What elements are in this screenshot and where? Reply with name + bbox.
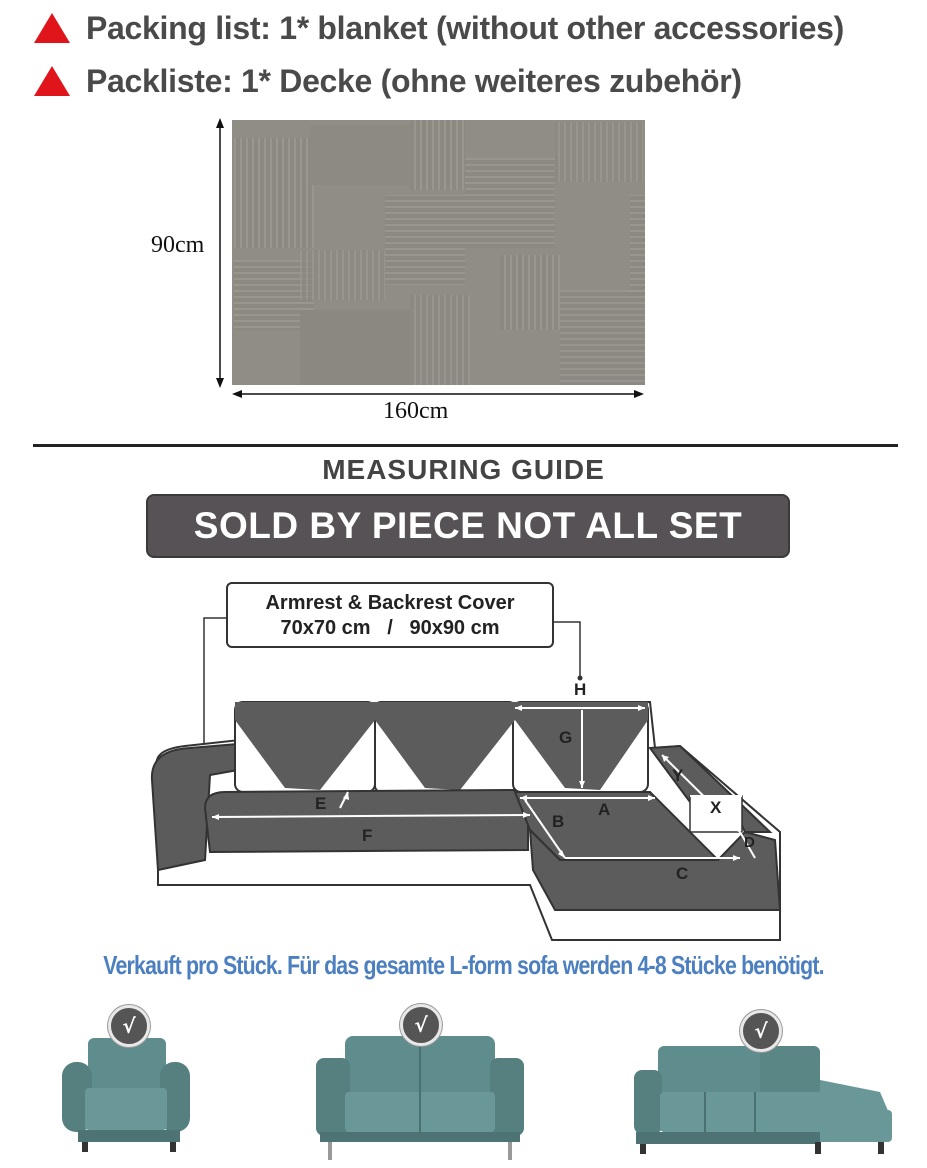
- check-badge-icon: √: [400, 1004, 442, 1046]
- warning-triangle-icon: [34, 66, 70, 96]
- label-y: Y: [672, 766, 684, 785]
- divider: [33, 444, 898, 447]
- check-badge-icon: √: [740, 1010, 782, 1052]
- packing-text-en: Packing list: 1* blanket (without other accessories): [86, 9, 844, 46]
- cover-sizes: 70x70 cm / 90x90 cm: [280, 617, 500, 639]
- label-g: G: [559, 728, 573, 747]
- label-b: B: [552, 812, 565, 831]
- blanket-image: [0, 110, 927, 430]
- label-h: H: [574, 680, 587, 699]
- sectional-sofa-image: [634, 1046, 892, 1154]
- warning-triangle-icon: [34, 13, 70, 43]
- cover-size-box: [226, 582, 554, 648]
- sold-by-piece-banner: [146, 494, 790, 558]
- label-x: X: [710, 798, 722, 817]
- label-f: F: [362, 826, 373, 845]
- check-badge-icon: √: [108, 1005, 150, 1047]
- blanket-width-label: 160cm: [383, 398, 449, 424]
- blanket-height-label: 90cm: [151, 232, 205, 258]
- cover-title: Armrest & Backrest Cover: [265, 592, 515, 614]
- packing-line-de: [34, 56, 742, 106]
- packing-line-en: [34, 3, 844, 53]
- loveseat-image: [316, 1036, 524, 1160]
- armchair-image: [62, 1038, 190, 1152]
- label-a: A: [598, 800, 611, 819]
- measuring-guide-title: MEASURING GUIDE: [322, 454, 605, 485]
- packing-text-de: Packliste: 1* Decke (ohne weiteres zubehör): [86, 62, 742, 99]
- label-c: C: [676, 864, 689, 883]
- german-note: Verkauft pro Stück. Für das gesamte L-form sofa werden 4-8 Stücke benötigt.: [103, 950, 824, 980]
- sold-by-piece-text: SOLD BY PIECE NOT ALL SET: [193, 505, 743, 546]
- label-d: D: [744, 834, 755, 851]
- label-e: E: [315, 794, 327, 813]
